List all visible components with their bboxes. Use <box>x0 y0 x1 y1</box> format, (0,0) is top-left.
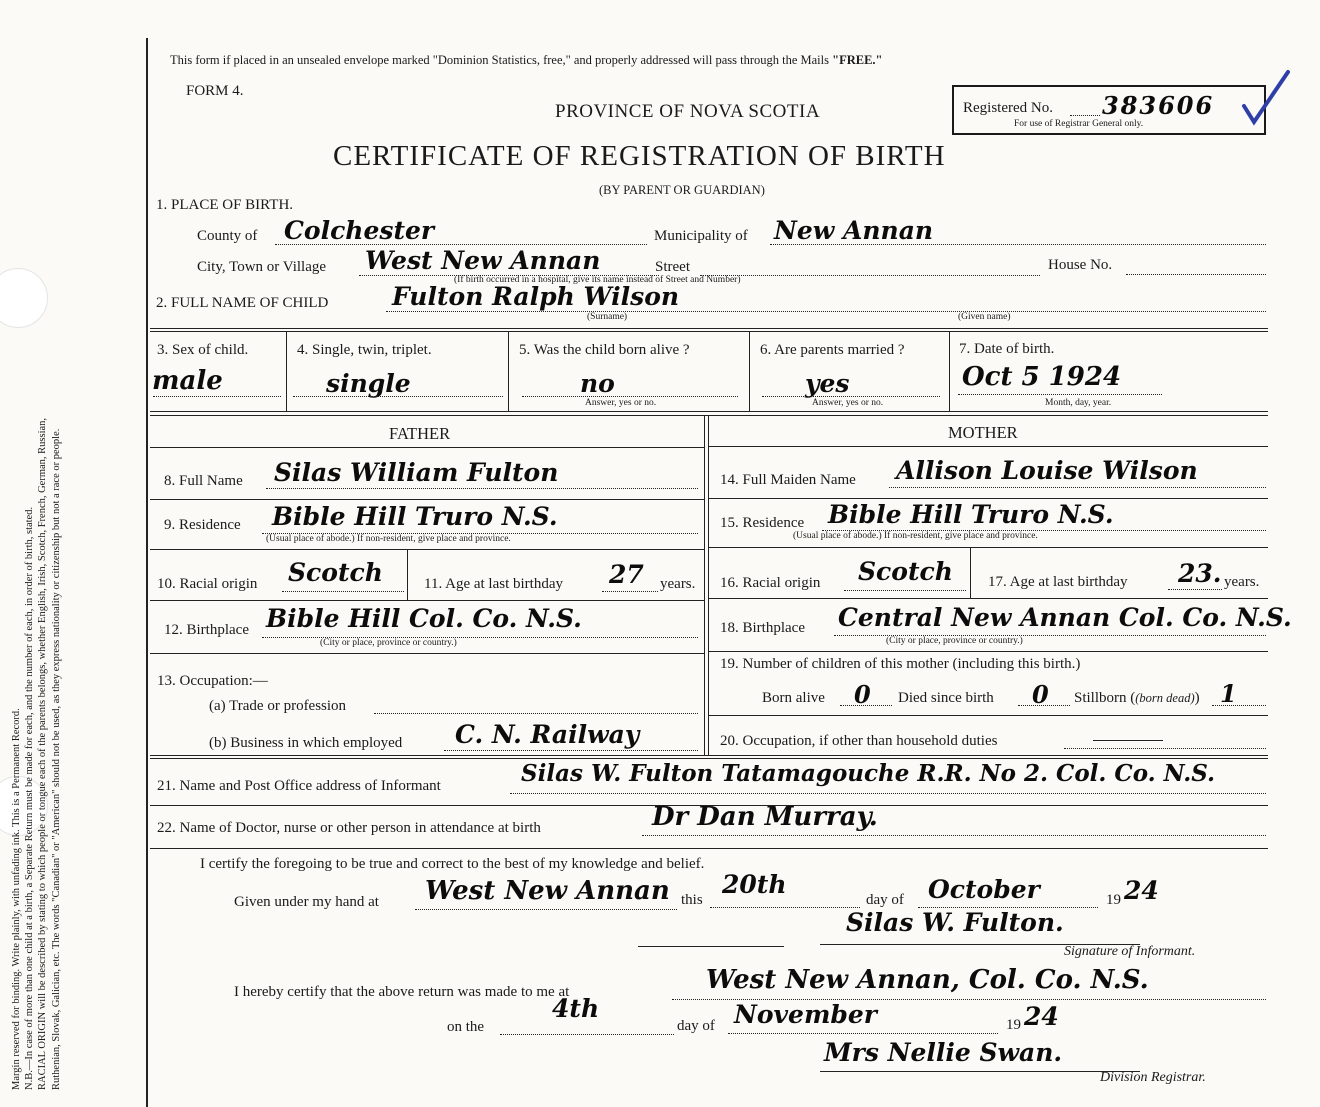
registrar-day-dots <box>500 1034 674 1035</box>
house-label: House No. <box>1048 257 1113 273</box>
married-value: yes <box>805 369 850 398</box>
row-divider <box>709 498 1268 499</box>
alive-value: no <box>580 369 615 398</box>
mother-occupation-dots <box>1064 748 1266 749</box>
row-divider <box>709 715 1268 716</box>
mother-age-value: 23. <box>1178 559 1222 588</box>
street-note: (If birth occurred in a hospital, give its name instead of Street and Number) <box>454 275 741 285</box>
registrar-day-of-label: day of <box>677 1018 715 1034</box>
column-divider <box>286 331 287 411</box>
children-count-label: 19. Number of children of this mother (including this birth.) <box>720 656 1081 672</box>
mother-racial-label: 16. Racial origin <box>720 575 821 591</box>
business-value: C. N. Railway <box>455 720 640 749</box>
cert-day-of-label: day of <box>866 892 904 908</box>
doctor-dots <box>642 835 1266 836</box>
registrar-year-value: 24 <box>1024 1002 1059 1031</box>
sex-dots <box>153 396 281 397</box>
father-name-value: Silas William Fulton <box>274 458 559 487</box>
registrar-month-dots <box>728 1033 998 1034</box>
mother-name-label: 14. Full Maiden Name <box>720 472 856 488</box>
street-dots <box>700 275 1040 276</box>
day-dots <box>710 907 860 908</box>
row-divider <box>150 600 704 601</box>
province-heading: PROVINCE OF NOVA SCOTIA <box>555 101 821 122</box>
given-place-dots <box>415 909 677 910</box>
division-registrar-label: Division Registrar. <box>1100 1070 1206 1085</box>
row-divider <box>709 598 1268 599</box>
registrar-statement: I hereby certify that the above return was made to me at <box>234 984 570 1000</box>
cert-year-prefix: 19 <box>1106 892 1121 908</box>
father-residence-note: (Usual place of abode.) If non-resident, give place and province. <box>266 534 511 544</box>
row-divider <box>150 549 704 550</box>
row-divider <box>150 411 1268 412</box>
column-divider <box>508 331 509 411</box>
mother-name-value: Allison Louise Wilson <box>896 456 1198 485</box>
married-note: Answer, yes or no. <box>812 398 884 408</box>
married-dots <box>762 396 940 397</box>
mother-age-label: 17. Age at last birthday <box>988 574 1128 590</box>
father-years-label: years. <box>660 576 696 592</box>
given-name-note: (Given name) <box>958 312 1011 322</box>
informant-value: Silas W. Fulton Tatamagouche R.R. No 2. Col. Co. N.S. <box>521 760 1216 787</box>
municipality-value: New Annan <box>774 216 934 245</box>
stillborn-value: 1 <box>1220 679 1237 708</box>
column-divider <box>970 548 971 598</box>
mother-racial-dots <box>844 590 966 591</box>
stillborn-label-text: Stillborn <box>1074 690 1127 706</box>
row-divider <box>150 653 704 654</box>
margin-line: Ruthenian, Slovak, Galician, etc. The words "Canadian" or "American" should not be used, as they express nationality or citizenship but not a race or people. <box>50 428 62 1090</box>
registered-number: 383606 <box>1102 91 1215 120</box>
county-label: County of <box>197 228 258 244</box>
row-divider <box>150 447 704 448</box>
surname-note: (Surname) <box>587 312 628 322</box>
informant-signature: Silas W. Fulton. <box>846 908 1064 937</box>
street-label: Street <box>655 259 690 275</box>
city-label: City, Town or Village <box>197 259 327 275</box>
mail-notice-free: "FREE." <box>832 53 883 67</box>
on-the-label: on the <box>447 1019 485 1035</box>
row-divider <box>150 328 1268 329</box>
row-divider <box>150 755 1268 756</box>
married-label: 6. Are parents married ? <box>760 342 905 358</box>
sex-label: 3. Sex of child. <box>157 342 249 358</box>
municipality-label: Municipality of <box>654 228 748 244</box>
signature-informant-label: Signature of Informant. <box>1064 944 1196 959</box>
father-name-dots <box>266 488 698 489</box>
trade-dots <box>374 713 698 714</box>
alive-label: 5. Was the child born alive ? <box>519 342 690 358</box>
doctor-value: Dr Dan Murray. <box>652 802 878 832</box>
margin-line: N.B.—In case of more than one child at a birth, a Separate Return must be made for each, and the number of each, in order of birth, stated. <box>24 506 36 1090</box>
mother-birthplace-value: Central New Annan Col. Co. N.S. <box>838 603 1292 632</box>
margin-line: RACIAL ORIGIN will be described by stating to which people or tongue each of the parents belongs, whether English, Irish, Scotch, French, German, Russian, <box>37 417 49 1090</box>
informant-label: 21. Name and Post Office address of Informant <box>157 778 441 794</box>
margin-instructions <box>10 40 63 1090</box>
registered-dots <box>1070 115 1100 116</box>
father-racial-dots <box>282 591 404 592</box>
business-dots <box>444 750 698 751</box>
doctor-label: 22. Name of Doctor, nurse or other person in attendance at birth <box>157 820 541 836</box>
occupation-dash <box>1093 740 1163 741</box>
father-racial-label: 10. Racial origin <box>157 576 258 592</box>
registered-number-box <box>952 85 1266 135</box>
father-racial-value: Scotch <box>288 558 383 587</box>
registrar-day-value: 4th <box>552 994 600 1023</box>
certificate-subtitle: (BY PARENT OR GUARDIAN) <box>599 183 765 197</box>
cert-day-value: 20th <box>722 870 787 899</box>
given-place-value: West New Annan <box>425 876 670 906</box>
father-heading: FATHER <box>389 424 451 443</box>
this-label: this <box>681 892 703 908</box>
stillborn-note: (born dead) <box>1135 691 1195 705</box>
died-label: Died since birth <box>898 690 994 706</box>
form-number: FORM 4. <box>186 83 244 99</box>
dob-label: 7. Date of birth. <box>959 341 1055 357</box>
row-divider <box>150 499 704 500</box>
father-residence-label: 9. Residence <box>164 517 241 533</box>
row-divider <box>150 331 1268 332</box>
mother-racial-value: Scotch <box>858 557 953 586</box>
given-label: Given under my hand at <box>234 894 379 910</box>
father-residence-value: Bible Hill Truro N.S. <box>272 502 558 531</box>
row-divider <box>150 848 1268 849</box>
registered-note: For use of Registrar General only. <box>1014 119 1144 129</box>
certificate-title: CERTIFICATE OF REGISTRATION OF BIRTH <box>333 140 946 172</box>
mother-age-dots <box>1168 589 1222 590</box>
mail-notice-text: This form if placed in an unsealed envelope marked "Dominion Statistics, free," and properly addressed will pass through the Mails <box>170 53 829 67</box>
father-birthplace-label: 12. Birthplace <box>164 622 249 638</box>
child-name-value: Fulton Ralph Wilson <box>392 282 680 311</box>
mother-birthplace-label: 18. Birthplace <box>720 620 805 636</box>
mother-heading: MOTHER <box>948 423 1018 442</box>
row-divider <box>709 446 1268 447</box>
father-age-dots <box>602 591 658 592</box>
mother-name-dots <box>889 487 1266 488</box>
father-birthplace-note: (City or place, province or country.) <box>320 638 457 648</box>
single-label: 4. Single, twin, triplet. <box>297 342 432 358</box>
mother-birthplace-note: (City or place, province or country.) <box>886 636 1023 646</box>
single-dots <box>293 396 503 397</box>
born-alive-label: Born alive <box>762 690 825 706</box>
place-heading: 1. PLACE OF BIRTH. <box>156 197 294 213</box>
registrar-place-value: West New Annan, Col. Co. N.S. <box>706 965 1149 995</box>
dob-note: Month, day, year. <box>1045 398 1112 408</box>
registrar-month-value: November <box>734 1000 877 1029</box>
blank-signature-line <box>638 946 784 947</box>
father-mother-divider <box>708 415 709 755</box>
died-value: 0 <box>1032 680 1049 709</box>
alive-dots <box>522 396 738 397</box>
father-occupation-label: 13. Occupation:— <box>157 673 268 689</box>
registrar-signature-line <box>820 1071 1140 1072</box>
county-value: Colchester <box>284 216 435 245</box>
mother-residence-note: (Usual place of abode.) If non-resident, give place and province. <box>793 531 1038 541</box>
father-age-value: 27 <box>609 560 644 589</box>
certification-statement: I certify the foregoing to be true and correct to the best of my knowledge and belief. <box>200 856 705 872</box>
mother-residence-value: Bible Hill Truro N.S. <box>828 500 1114 529</box>
cert-month-value: October <box>928 875 1040 904</box>
column-divider <box>749 331 750 411</box>
sex-value: male <box>152 366 223 396</box>
born-alive-value: 0 <box>854 680 871 709</box>
single-value: single <box>326 369 411 398</box>
child-name-label: 2. FULL NAME OF CHILD <box>156 295 329 311</box>
dob-dots <box>958 394 1162 395</box>
house-dots <box>1126 274 1266 275</box>
row-divider <box>150 415 1268 416</box>
column-divider <box>949 331 950 411</box>
mail-notice <box>170 53 882 68</box>
column-divider <box>407 550 408 600</box>
checkmark-icon <box>1240 68 1292 130</box>
father-name-label: 8. Full Name <box>164 473 243 489</box>
mother-occupation-label: 20. Occupation, if other than household duties <box>720 733 998 749</box>
business-label: (b) Business in which employed <box>209 735 403 751</box>
city-value: West New Annan <box>365 246 601 275</box>
binding-margin-line <box>146 38 148 1107</box>
alive-note: Answer, yes or no. <box>585 398 657 408</box>
mother-years-label: years. <box>1224 574 1260 590</box>
father-age-label: 11. Age at last birthday <box>424 576 563 592</box>
stillborn-label: Stillborn ((born dead)) <box>1074 690 1200 706</box>
mother-residence-label: 15. Residence <box>720 515 805 531</box>
dob-value: Oct 5 1924 <box>962 362 1122 392</box>
father-birthplace-value: Bible Hill Col. Co. N.S. <box>266 604 582 633</box>
margin-line: Margin reserved for binding. Write plainly, with unfading ink. This is a Permanent Record. <box>11 708 22 1090</box>
trade-label: (a) Trade or profession <box>209 698 347 714</box>
cert-year-value: 24 <box>1124 876 1159 905</box>
father-mother-divider <box>704 415 705 755</box>
row-divider <box>150 758 1268 759</box>
child-name-dots <box>386 311 1266 312</box>
registrar-signature: Mrs Nellie Swan. <box>824 1038 1063 1067</box>
informant-dots <box>510 793 1266 794</box>
row-divider <box>709 651 1268 652</box>
registered-label: Registered No. <box>963 100 1053 116</box>
row-divider <box>709 547 1268 548</box>
registrar-year-prefix: 19 <box>1006 1017 1021 1033</box>
